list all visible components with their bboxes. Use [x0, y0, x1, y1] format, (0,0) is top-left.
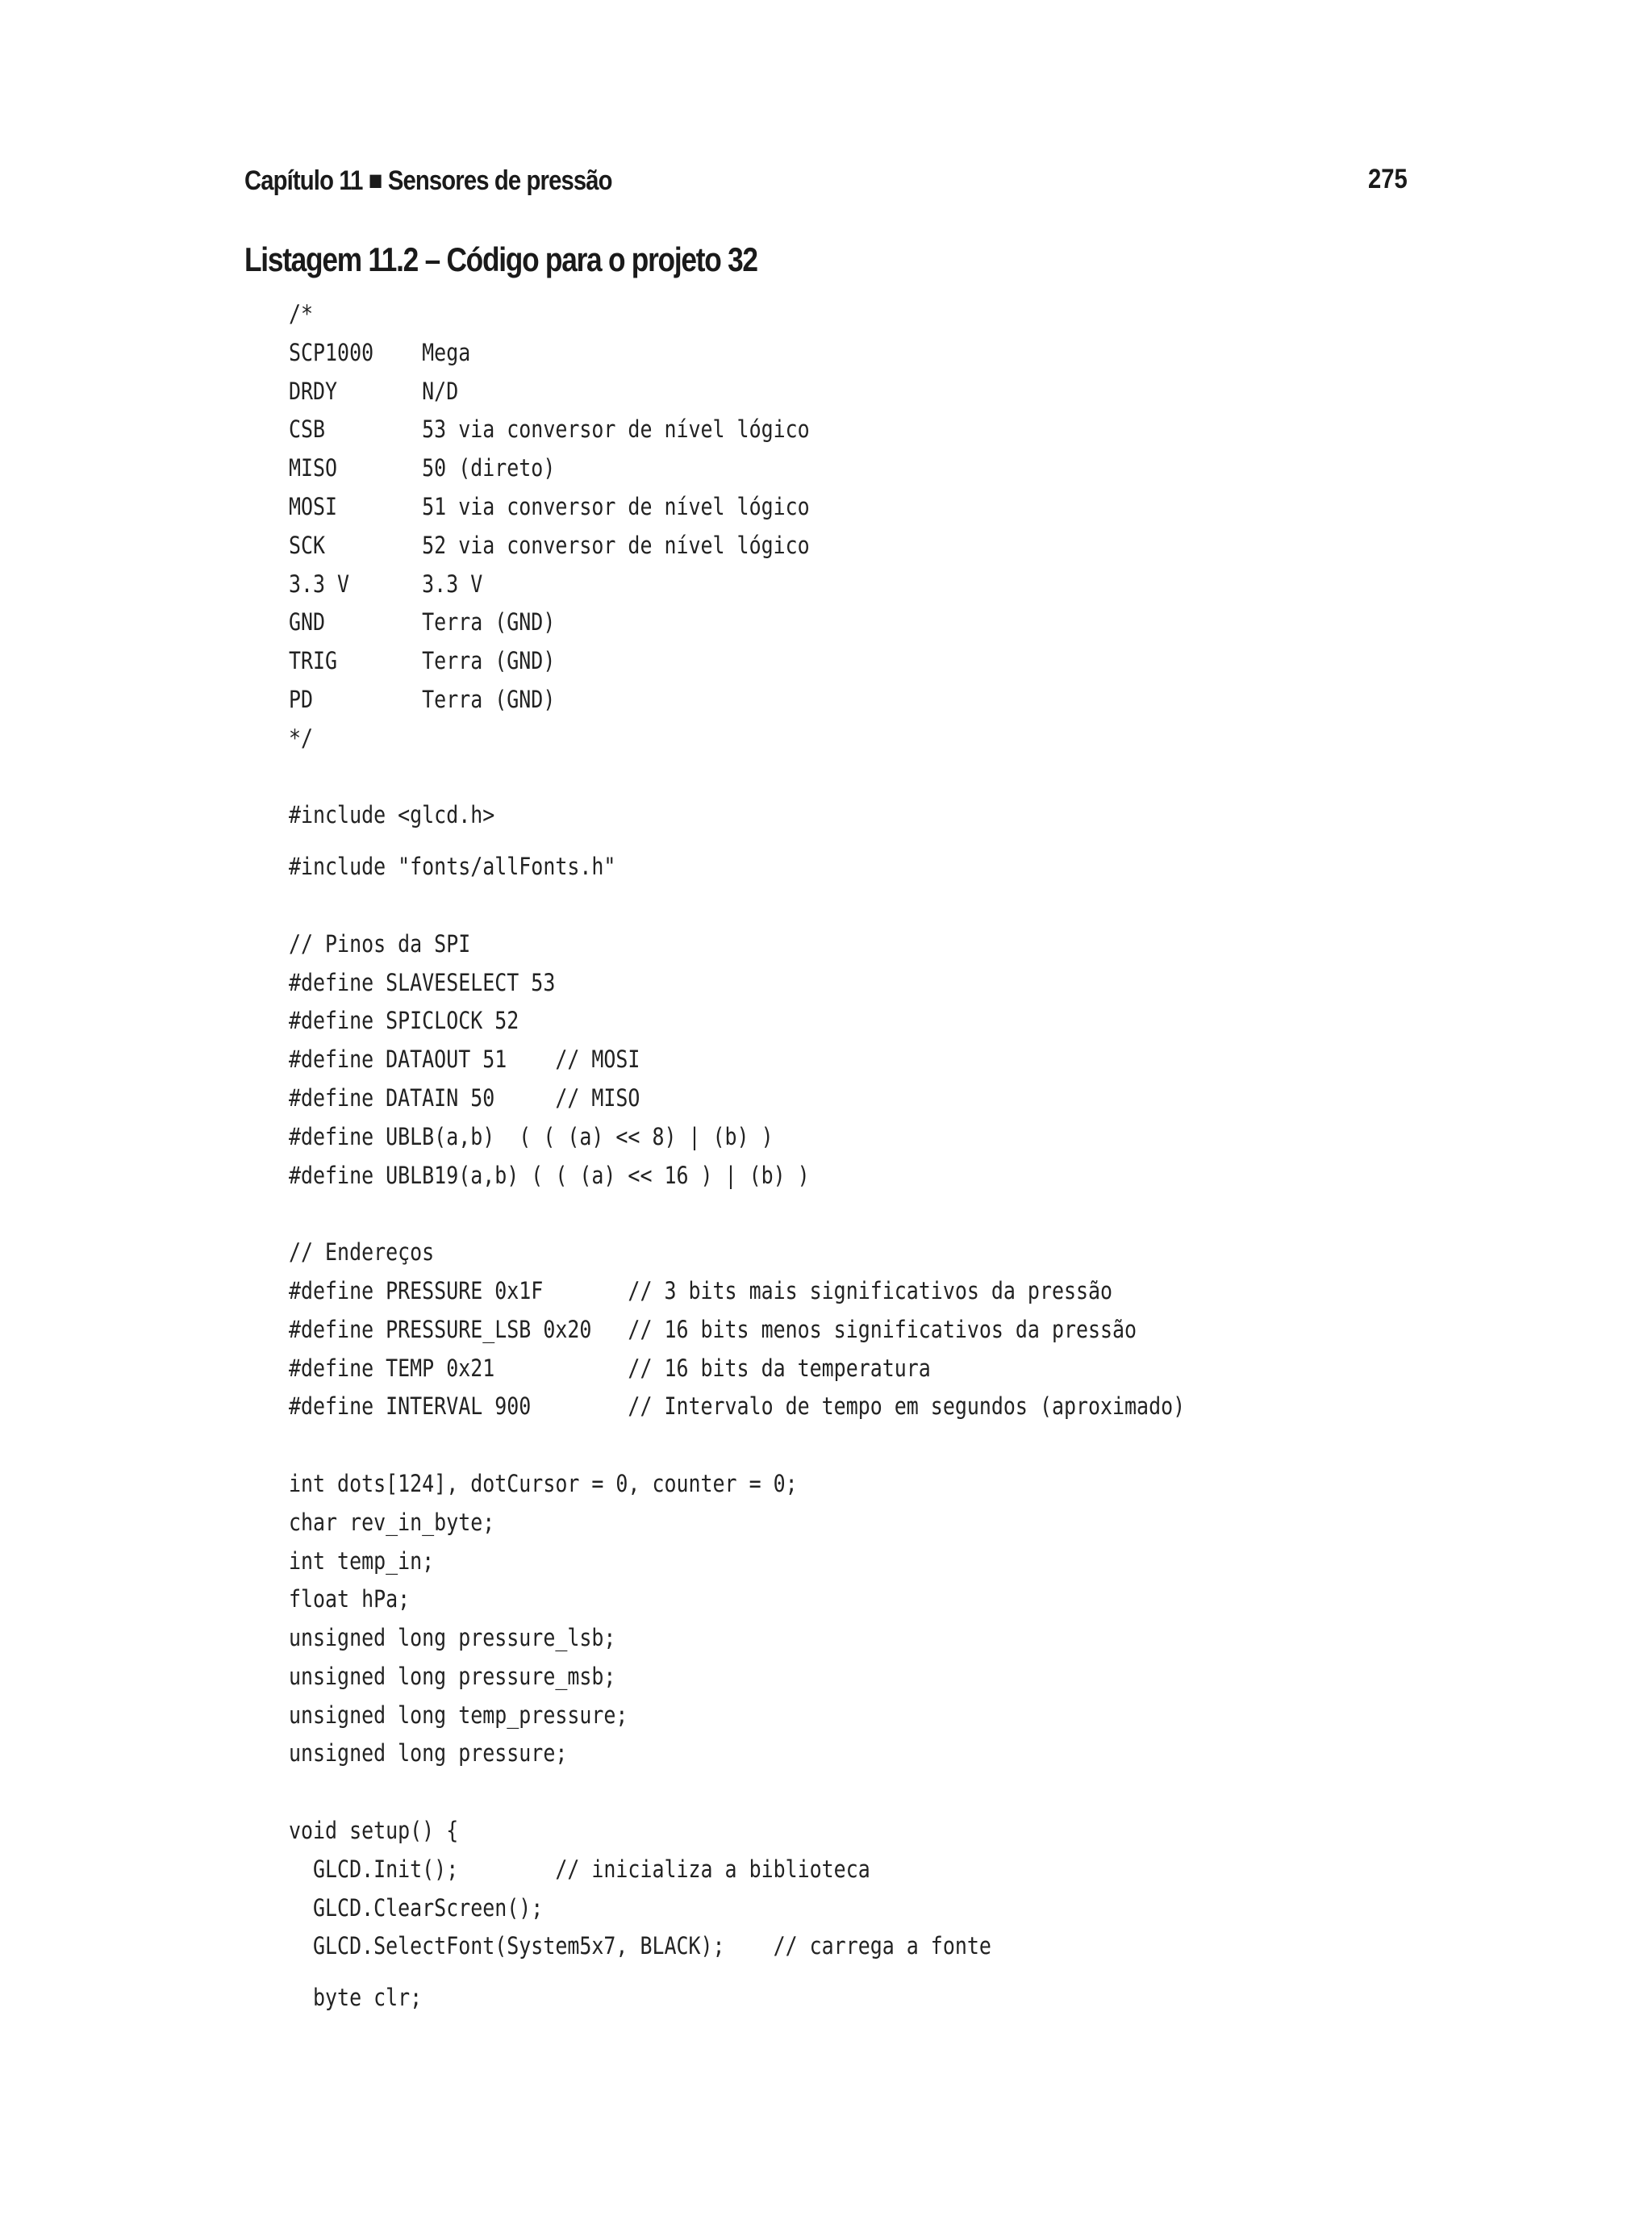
code-line: #define SLAVESELECT 53 [289, 968, 556, 996]
code-line: GLCD.SelectFont(System5x7, BLACK); // carrega a fonte [289, 1932, 991, 1960]
code-line [289, 758, 1185, 797]
code-line: #define TEMP 0x21 // 16 bits da temperatura [289, 1354, 931, 1382]
code-line: #define UBLB19(a,b) ( ( (a) << 16 ) | (b) ) [289, 1161, 810, 1189]
code-line: SCP1000 Mega [289, 338, 471, 366]
code-line: */ [289, 724, 314, 752]
code-line: unsigned long temp_pressure; [289, 1701, 628, 1729]
code-line: #include "fonts/allFonts.h" [289, 853, 616, 881]
code-line: // Pinos da SPI [289, 929, 471, 958]
code-line: unsigned long pressure_lsb; [289, 1624, 616, 1652]
code-line: byte clr; [289, 1984, 423, 2012]
running-header: Capítulo 11 ■ Sensores de pressão [244, 165, 612, 196]
code-line: // Endereços [289, 1238, 435, 1267]
code-line: #include <glcd.h> [289, 801, 495, 829]
listing-title: Listagem 11.2 – Código para o projeto 32 [244, 240, 757, 278]
code-line: CSB 53 via conversor de nível lógico [289, 415, 810, 444]
code-line: /* [289, 300, 314, 328]
code-line: SCK 52 via conversor de nível lógico [289, 531, 810, 559]
code-line: GLCD.ClearScreen(); [289, 1893, 544, 1922]
code-line: char rev_in_byte; [289, 1508, 495, 1536]
code-line: PD Terra (GND) [289, 685, 556, 713]
code-line: #define INTERVAL 900 // Intervalo de tempo em segundos (aproximado) [289, 1392, 1186, 1421]
code-line: DRDY N/D [289, 377, 459, 405]
code-line: unsigned long pressure_msb; [289, 1662, 616, 1690]
page-number: 275 [1368, 164, 1408, 194]
code-line [289, 1426, 1185, 1465]
code-line [289, 1195, 1185, 1233]
code-line: float hPa; [289, 1585, 411, 1613]
code-line: #define SPICLOCK 52 [289, 1007, 519, 1035]
code-line: GND Terra (GND) [289, 608, 556, 637]
code-line: void setup() { [289, 1817, 459, 1845]
code-line: GLCD.Init(); // inicializa a biblioteca [289, 1855, 870, 1883]
code-listing [289, 295, 1331, 2045]
code-line: #define PRESSURE 0x1F // 3 bits mais significativos da pressão [289, 1276, 1113, 1304]
code-line: #define PRESSURE_LSB 0x20 // 16 bits menos significativos da pressão [289, 1315, 1137, 1343]
code-line: int temp_in; [289, 1546, 435, 1575]
code-line: MISO 50 (direto) [289, 454, 556, 482]
code-line: #define DATAIN 50 // MISO [289, 1083, 640, 1112]
code-line: #define DATAOUT 51 // MOSI [289, 1046, 640, 1074]
code-line [289, 887, 1185, 925]
code-line: unsigned long pressure; [289, 1739, 568, 1768]
code-line [289, 1773, 1185, 1812]
code-line: 3.3 V 3.3 V [289, 570, 483, 598]
code-line: #define UBLB(a,b) ( ( (a) << 8) | (b) ) [289, 1122, 774, 1150]
code-line: TRIG Terra (GND) [289, 647, 556, 675]
code-line: MOSI 51 via conversor de nível lógico [289, 492, 810, 520]
code-line: int dots[124], dotCursor = 0, counter = 0; [289, 1469, 798, 1497]
